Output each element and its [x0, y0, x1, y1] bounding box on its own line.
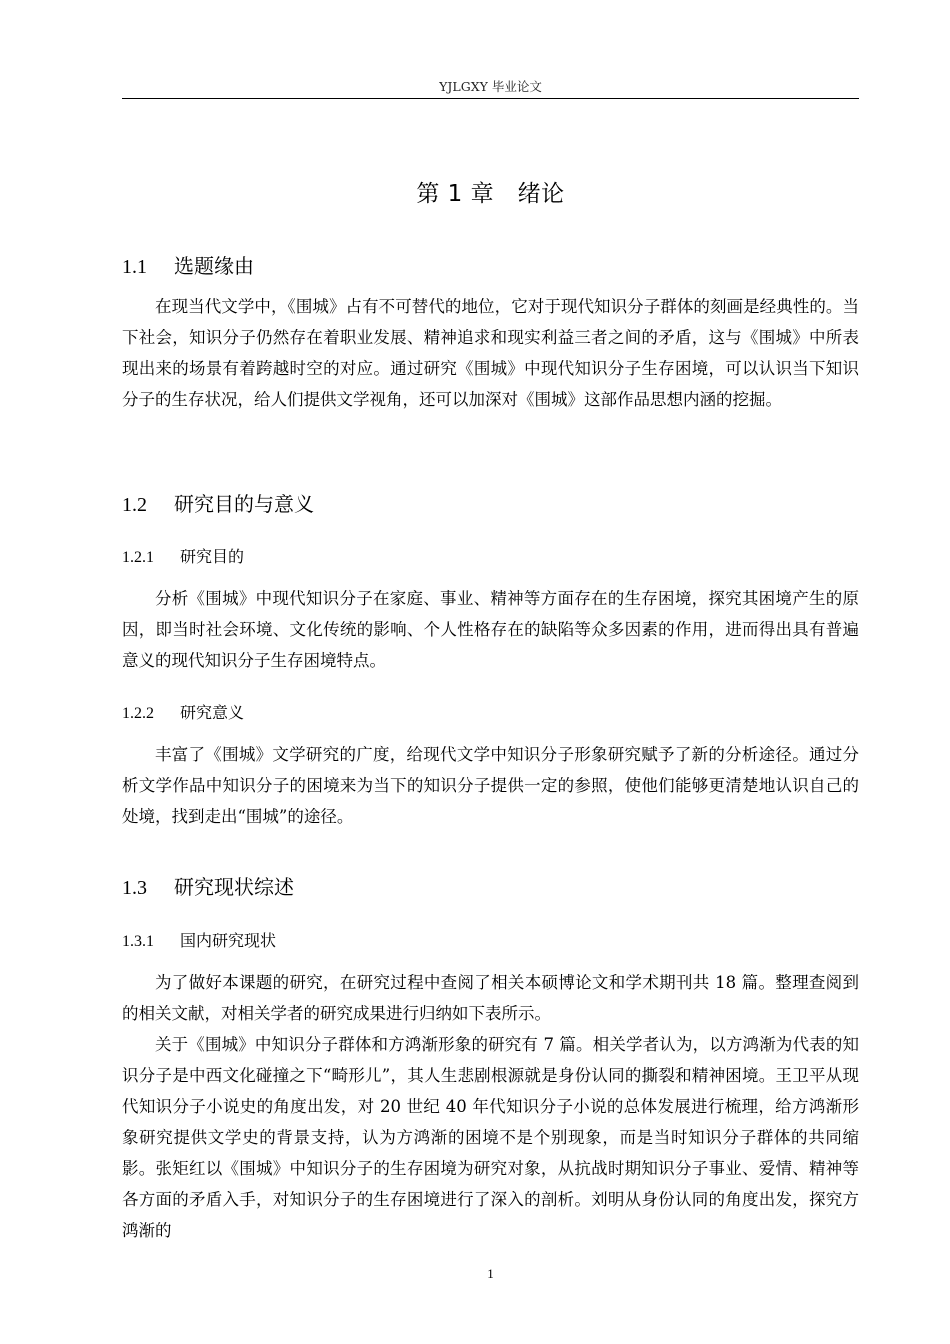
paragraph-domestic-status-2: 关于《围城》中知识分子群体和方鸿渐形象的研究有 7 篇。相关学者认为，以方鸿渐为代表的知识分子是中西文化碰撞之下“畸形儿”，其人生悲剧根源就是身份认同的撕裂和精神困境。王卫平从现代知识分子小说史的角度出发，对 20 世纪 40 年代知识分子小说的总体发展进行梳理，给方鸿渐形象研究提供文学史的背景支持，认为方鸿渐的困境不是个别现象，而是当时知识分子群体的共同缩影。张矩红以《围城》中知识分子的生存困境为研究对象，从抗战时期知识分子事业、爱情、精神等各方面的矛盾入手，对知识分子的生存困境进行了深入的剖析。刘明从身份认同的角度出发，探究方鸿渐的: [122, 1035, 859, 1240]
subsection-heading-1-3-1: [122, 929, 859, 954]
paragraph-research-purpose: 分析《围城》中现代知识分子在家庭、事业、精神等方面存在的生存困境，探究其困境产生的原因，即当时社会环境、文化传统的影响、个人性格存在的缺陷等众多因素的作用，进而得出具有普遍意义的现代知识分子生存困境特点。: [122, 589, 859, 670]
section-heading-1-1: [122, 252, 859, 281]
section-heading-1-2: [122, 490, 859, 519]
subsection-title: 研究意义: [180, 703, 245, 722]
subsection-title: 研究目的: [180, 547, 245, 566]
paragraph-domestic-status-1: 为了做好本课题的研究，在研究过程中查阅了相关本硕博论文和学术期刊共 18 篇。整理查阅到的相关文献，对相关学者的研究成果进行归纳如下表所示。: [122, 973, 859, 1023]
subsection-heading-1-2-1: [122, 545, 859, 570]
running-header: YJLGXY 毕业论文: [439, 79, 542, 94]
subsection-number: 1.2.2: [122, 705, 154, 722]
page-number: 1: [487, 1266, 494, 1281]
section-number: 1.1: [122, 256, 147, 278]
subsection-number: 1.3.1: [122, 933, 154, 950]
subsection-number: 1.2.1: [122, 549, 154, 566]
section-title: 研究目的与意义: [174, 492, 314, 516]
section-title: 研究现状综述: [174, 875, 294, 899]
paragraph-topic-origin: 在现当代文学中，《围城》占有不可替代的地位，它对于现代知识分子群体的刻画是经典性的。当下社会，知识分子仍然存在着职业发展、精神追求和现实利益三者之间的矛盾，这与《围城》中所表现出来的场景有着跨越时空的对应。通过研究《围城》中现代知识分子生存困境，可以认识当下知识分子的生存状况，给人们提供文学视角，还可以加深对《围城》这部作品思想内涵的挖掘。: [122, 297, 859, 409]
chapter-title: 第 1 章 绪论: [416, 181, 565, 207]
paragraph-research-significance: 丰富了《围城》文学研究的广度，给现代文学中知识分子形象研究赋予了新的分析途径。通过分析文学作品中知识分子的困境来为当下的知识分子提供一定的参照，使他们能够更清楚地认识自己的处境，找到走出“围城”的途径。: [122, 745, 859, 826]
section-number: 1.2: [122, 494, 147, 516]
section-title: 选题缘由: [174, 254, 254, 278]
section-heading-1-3: [122, 873, 859, 902]
subsection-title: 国内研究现状: [180, 931, 277, 950]
subsection-heading-1-2-2: [122, 701, 859, 726]
section-number: 1.3: [122, 877, 147, 899]
header-rule: [122, 98, 859, 99]
